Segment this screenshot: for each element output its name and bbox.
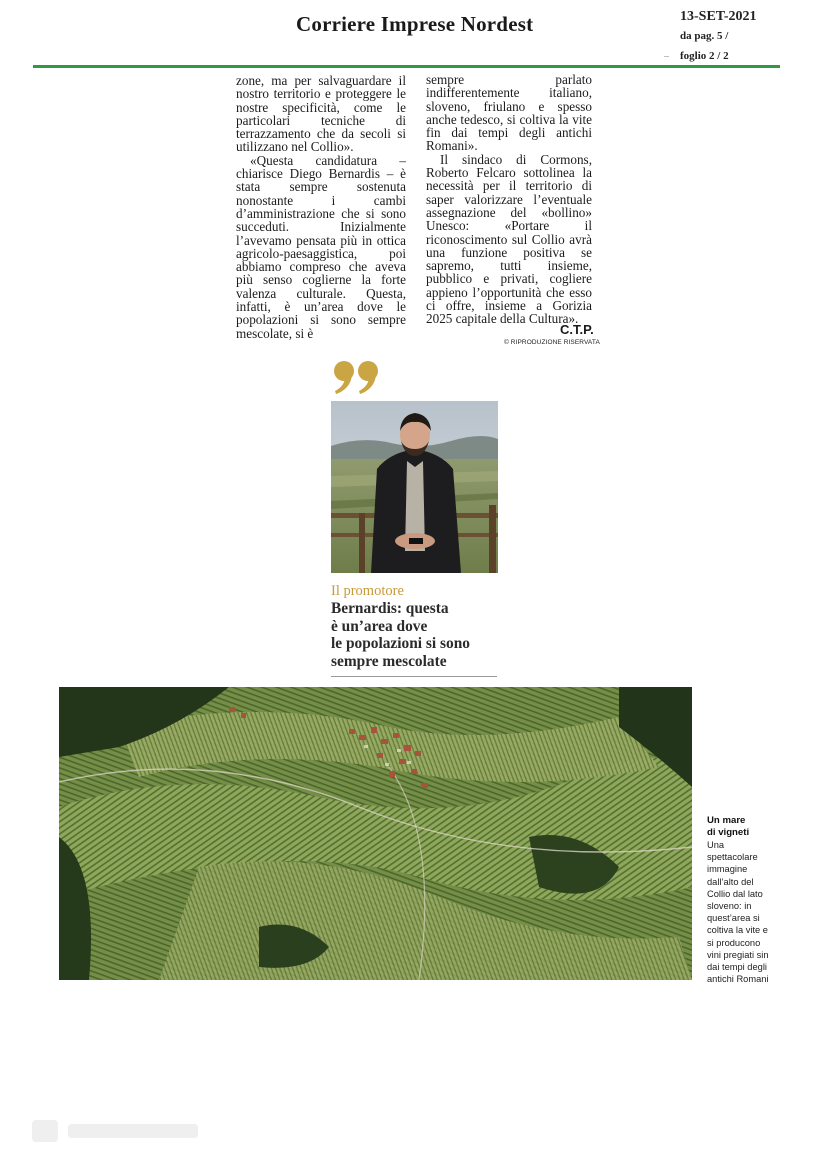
caption-line: antichi Romani (707, 974, 769, 985)
caption-line: sloveno: in (707, 901, 752, 912)
article-paragraph: sempre parlato indifferentemente italiano, sloveno, friulano e spesso anche tedesco, si coltiva la vite fin dai tempi degli antichi Romani». (426, 72, 592, 154)
headline-line: è un’area dove (331, 617, 428, 635)
quote-kicker: Il promotore (331, 583, 404, 599)
caption-line: spettacolare (707, 852, 758, 863)
caption-title-line: Un mare (707, 815, 746, 826)
caption-line: si producono (707, 937, 761, 948)
article-paragraph: «Questa candidatura – chiarisce Diego Bernardis – è stata sempre sostenuta nonostante i cambi d’amministrazione che si sono succeduti. Inizialmente l’avevamo pensata più in ottica agricolo-paesaggistica, poi abbiamo compreso che aveva più senso coglierne la forte valenza culturale. Questa, infatti, è un’area dove le popolazioni si sono sempre mescolate, si è (236, 152, 406, 341)
headline-line: le popolazioni si sono (331, 635, 470, 653)
publication-title: Corriere Imprese Nordest (296, 12, 534, 36)
quote-box-rule (331, 676, 497, 677)
caption-line: quest’area si (707, 913, 760, 924)
caption-line: vini pregiati sin (707, 949, 769, 960)
dash-mark: – (664, 51, 669, 62)
quote-headline (331, 600, 501, 670)
article-paragraph: Il sindaco di Cormons, Roberto Felcaro sottolinea la necessità per il territorio di saper valorizzare l’eventuale assegnazione del «bollino» Unesco: «Portare il riconoscimento sul Collio avrà una funzione positiva se sapremo, tutti insieme, pubblico e privati, cogliere appieno l’opportunità che esso ci offre, insieme a Gorizia 2025 capitale della Cultura». (426, 151, 592, 327)
page-reference: da pag. 5 / (680, 30, 729, 42)
publication-date: 13-SET-2021 (680, 9, 757, 24)
caption-title-line: di vigneti (707, 827, 750, 838)
headline-line: sempre mescolate (331, 652, 447, 670)
photo-caption-body (707, 839, 787, 985)
aerial-vineyard-photo (59, 687, 692, 980)
caption-line: Una (707, 840, 725, 850)
sheet-number: foglio 2 / 2 (680, 50, 729, 62)
caption-line: dai tempi degli (707, 962, 767, 973)
article-paragraph: zone, ma per salvaguardare il nostro territorio e proteggere le nostre specificità, come le particolari tecniche di terrazzamento che da secoli si utilizzano nel Collio». (236, 73, 406, 155)
author-signature: C.T.P. (560, 322, 594, 337)
headline-line: Bernardis: questa (331, 600, 449, 617)
portrait-photo (331, 401, 498, 573)
header-rule (33, 65, 780, 68)
caption-line: immagine (707, 864, 748, 875)
article-column-2 (426, 73, 592, 326)
caption-line: coltiva la vite e (707, 925, 768, 936)
faint-watermark (32, 1118, 212, 1144)
caption-line: Collio dal lato (707, 888, 763, 899)
rights-notice: © RIPRODUZIONE RISERVATA (504, 339, 600, 346)
caption-line: dall’alto del (707, 876, 754, 887)
photo-caption-title (707, 815, 787, 839)
quote-marks-icon (333, 360, 381, 396)
article-column-1 (236, 74, 406, 340)
